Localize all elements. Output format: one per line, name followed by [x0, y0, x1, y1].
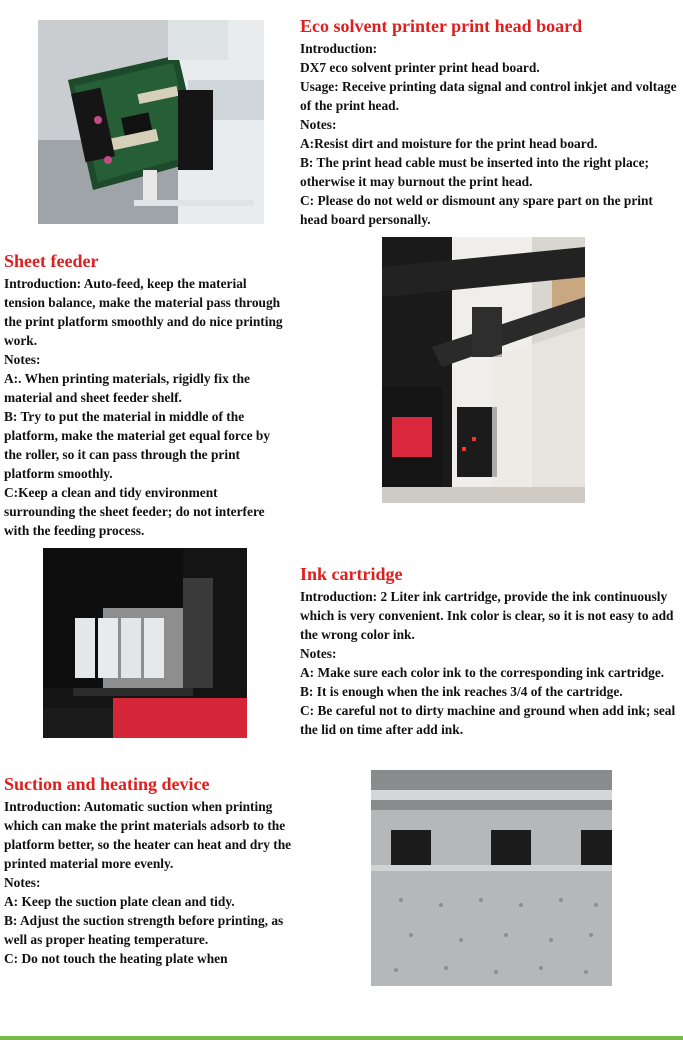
note-a: A: Make sure each color ink to the corresponding ink cartridge.	[300, 665, 665, 680]
sheet-feeder-photo	[382, 237, 585, 503]
notes-label: Notes:	[300, 117, 337, 132]
intro-text: Introduction: Auto-feed, keep the material tension balance, make the material pass through the print platform smoothly and do nice printing work.	[4, 276, 283, 348]
intro-label: Introduction:	[300, 41, 378, 56]
bottom-divider	[0, 1036, 683, 1040]
note-c: C: Please do not weld or dismount any spare part on the print head board personally.	[300, 193, 653, 227]
section-title: Sheet feeder	[4, 251, 99, 271]
section-title: Suction and heating device	[4, 774, 210, 794]
note-a: A:. When printing materials, rigidly fix the material and sheet feeder shelf.	[4, 371, 250, 405]
note-b: B: Try to put the material in middle of the platform, make the material get equal force by the roller, so it can pass through the print platform smoothly.	[4, 409, 271, 481]
note-b: B: Adjust the suction strength before printing, as well as proper heating temperature.	[4, 913, 284, 947]
section-title: Eco solvent printer print head board	[300, 16, 583, 36]
ink-cartridge-photo	[43, 548, 247, 738]
note-a: A: Keep the suction plate clean and tidy.	[4, 894, 235, 909]
note-b: B: It is enough when the ink reaches 3/4 of the cartridge.	[300, 684, 623, 699]
print-head-board-photo	[38, 20, 264, 224]
usage-text: Usage: Receive printing data signal and control inkjet and voltage of the print head.	[300, 79, 677, 113]
note-c: C:Keep a clean and tidy environment surrounding the sheet feeder; do not interfere with the feeding process.	[4, 485, 265, 538]
section-title: Ink cartridge	[300, 564, 403, 584]
ink-cartridge-section	[300, 563, 682, 739]
intro-text: DX7 eco solvent printer print head board.	[300, 60, 540, 75]
suction-platform-photo	[371, 770, 612, 986]
suction-heating-section	[4, 773, 292, 968]
notes-label: Notes:	[4, 875, 41, 890]
notes-label: Notes:	[300, 646, 337, 661]
sheet-feeder-section	[4, 250, 290, 540]
note-c: C: Be careful not to dirty machine and ground when add ink; seal the lid on time after add ink.	[300, 703, 676, 737]
print-head-board-section	[300, 15, 682, 229]
intro-text: Introduction: 2 Liter ink cartridge, provide the ink continuously which is very convenient. Ink color is clear, so it is not easy to add the wrong color ink.	[300, 589, 674, 642]
notes-label: Notes:	[4, 352, 41, 367]
note-b: B: The print head cable must be inserted into the right place; otherwise it may burnout the print head.	[300, 155, 650, 189]
intro-text: Introduction: Automatic suction when printing which can make the print materials adsorb to the platform better, so the heater can heat and dry the printed material more evenly.	[4, 799, 292, 871]
note-a: A:Resist dirt and moisture for the print head board.	[300, 136, 598, 151]
note-c: C: Do not touch the heating plate when	[4, 951, 228, 966]
